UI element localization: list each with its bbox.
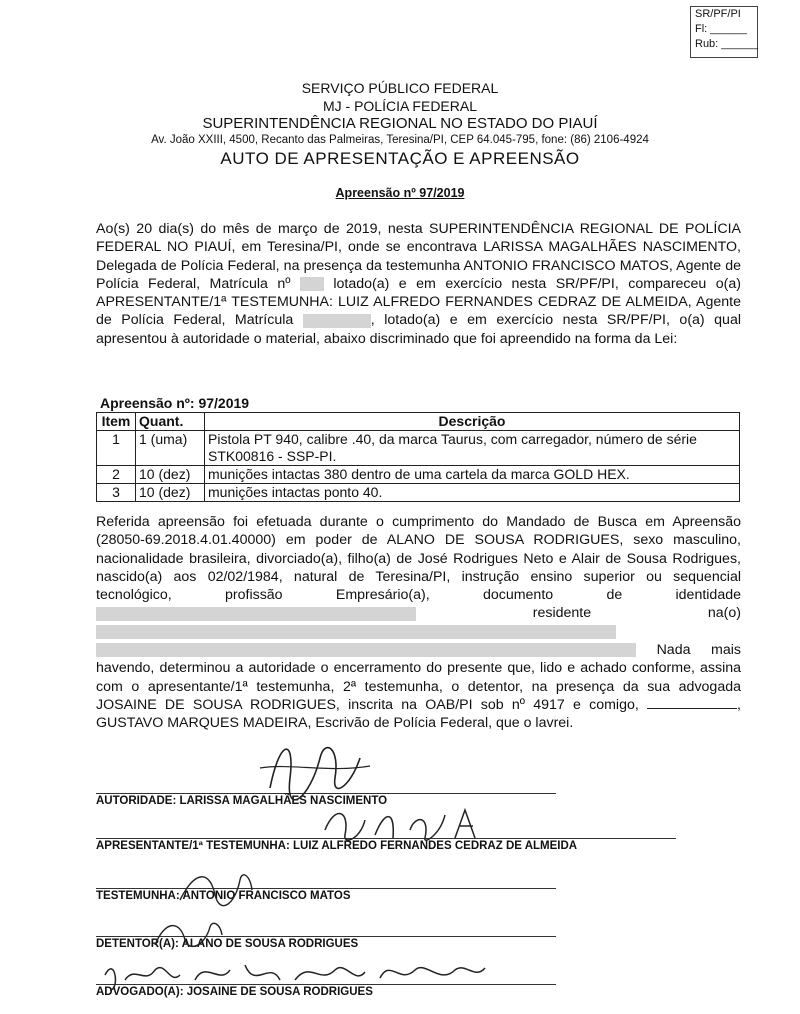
protocol-stamp (690, 6, 758, 58)
signature-line-detainee: DETENTOR(A): ALANO DE SOUSA RODRIGUES (96, 936, 556, 950)
presenter-signature (315, 800, 495, 850)
signature-line-witness: TESTEMUNHA: ANTONIO FRANCISCO MATOS (96, 888, 556, 902)
detainee-signature (150, 915, 230, 955)
row-item: 2 (97, 466, 136, 484)
stamp-line-rubric: Rub: ______ (695, 38, 758, 50)
intro-text-1: Ao(s) 20 dia(s) do mês de março de 2019, nesta SUPERINTENDÊNCIA REGIONAL DE POLÍCIA FEDERAL NO PIAUÍ, em Teresina/PI, onde se encontrava LARISSA MAGALHÃES NASCIMENTO, Delegada de Polícia Federal, na presença da testemunha ANTONIO FRANCISCO MATOS, Agente de Polícia Federal, Matrícula nº (96, 221, 741, 292)
seized-items-table (96, 412, 740, 502)
body-text-3: Nada mais havendo, determinou a autoridade o encerramento do presente que, lido e achado conforme, assina com o apresentante/1ª testemunha, 2ª testemunha, o detentor, na presença da sua advogada JOSAINE DE SOUSA RODRIGUES, inscrita na OAB/PI sob nº 4917 e comigo, (96, 642, 741, 713)
row-qty: 10 (dez) (136, 484, 205, 502)
row-desc: Pistola PT 940, calibre .40, da marca Taurus, com carregador, número de série STK00816 - SSP-PI. (205, 431, 740, 466)
signature-line-authority: AUTORIDADE: LARISSA MAGALHÃES NASCIMENTO (96, 793, 556, 807)
row-qty: 1 (uma) (136, 431, 205, 466)
scribe-signature-blank (647, 696, 737, 709)
seizure-number: Apreensão nº 97/2019 (335, 186, 465, 200)
row-item: 3 (97, 484, 136, 502)
col-item-header: Item (97, 413, 136, 431)
header-address: Av. João XXIII, 4500, Recanto das Palmeiras, Teresina/PI, CEP 64.045-795, fone: (86) 2106-4924 (151, 134, 649, 146)
row-qty: 10 (dez) (136, 466, 205, 484)
signature-line-lawyer: ADVOGADO(A): JOSAINE DE SOUSA RODRIGUES (96, 984, 556, 998)
body-text-4: , GUSTAVO MARQUES MADEIRA, Escrivão de Polícia Federal, que o lavrei. (96, 696, 741, 732)
row-desc: munições intactas 380 dentro de uma cartela da marca GOLD HEX. (205, 466, 740, 484)
table-title: Apreensão nº: 97/2019 (100, 395, 250, 411)
table-row (97, 484, 740, 502)
redaction-block (303, 314, 371, 328)
header-superintendency: SUPERINTENDÊNCIA REGIONAL NO ESTADO DO PIAUÍ (202, 115, 598, 132)
table-header-row (97, 413, 740, 431)
row-item: 1 (97, 431, 136, 466)
col-qty-header: Quant. (136, 413, 205, 431)
row-desc: munições intactas ponto 40. (205, 484, 740, 502)
intro-text-3: , lotado(a) e em exercício nesta SR/PF/PI, o(a) qual apresentou à autoridade o material, abaixo discriminado que foi apreendido na forma da Lei: (96, 312, 741, 347)
header-ministry: MJ - POLÍCIA FEDERAL (322, 98, 478, 114)
body-paragraph (96, 513, 741, 733)
redaction-block (96, 643, 636, 657)
authority-signature (250, 718, 390, 808)
stamp-line-page: Fl: ______ (695, 23, 747, 35)
intro-text-2: lotado(a) e em exercício nesta SR/PF/PI, compareceu o(a) APRESENTANTE/1ª TESTEMUNHA: LUIZ ALFREDO FERNANDES CEDRAZ DE ALMEIDA, Agente de Polícia Federal, Matrícula (96, 275, 741, 329)
lawyer-signature (95, 950, 495, 995)
body-text-2: residente na(o) (532, 605, 741, 622)
redaction-block (96, 607, 416, 621)
header-service: SERVIÇO PÚBLICO FEDERAL (301, 80, 499, 96)
signature-line-presenter: APRESENTANTE/1ª TESTEMUNHA: LUIZ ALFREDO FERNANDES CEDRAZ DE ALMEIDA (96, 838, 676, 852)
intro-paragraph (96, 220, 741, 348)
table-row (97, 431, 740, 466)
stamp-line-unit: SR/PF/PI (695, 8, 741, 20)
document-title: AUTO DE APRESENTAÇÃO E APREENSÃO (220, 149, 580, 168)
body-text-1: Referida apreensão foi efetuada durante o cumprimento do Mandado de Busca em Apreensão (28050-69.2018.4.01.40000) em poder de ALANO DE SOUSA RODRIGUES, sexo masculino, nacionalidade brasileira, divorciado(a), filho(a) de José Rodrigues Neto e Alair de Sousa Rodrigues, nascido(a) aos 02/02/1984, natural de Teresina/PI, instrução ensino superior ou sequencial tecnológico, profissão Empresário(a), documento de identidade (96, 514, 741, 604)
redaction-block (96, 625, 616, 639)
witness-signature (170, 860, 260, 920)
table-row (97, 466, 740, 484)
redaction-block (300, 277, 324, 291)
col-desc-header: Descrição (205, 413, 740, 431)
